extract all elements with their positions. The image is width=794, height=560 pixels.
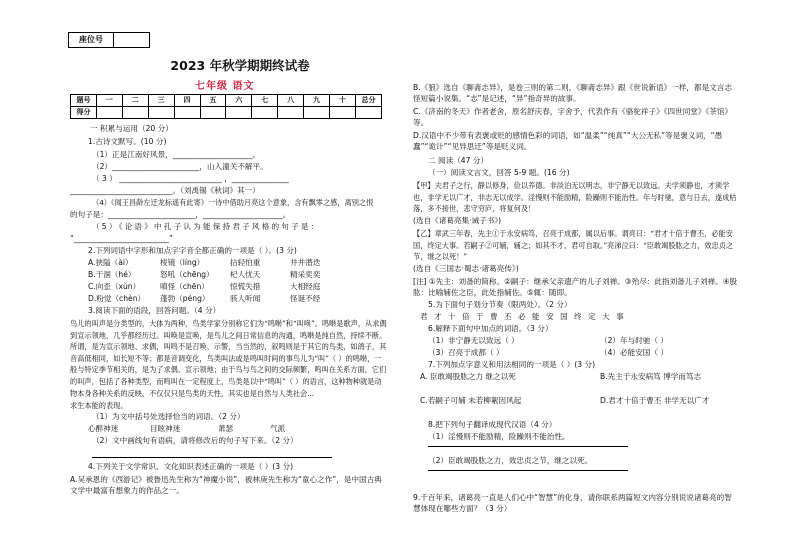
q6-item-3[interactable]: （3）召亮于成都（ ） xyxy=(428,348,504,357)
score-input-cell[interactable] xyxy=(278,107,304,119)
question-1-3-cont[interactable]: ___________________________。（刘禹锡《秋词》其一） xyxy=(70,186,260,195)
question-5: 5.为下面句子划分节奏（限两处）。（2 分） xyxy=(428,300,572,309)
question-7: 7.下列加点字意义和用法相同的一项是（ ）(3 分) xyxy=(428,360,596,369)
passage-notes: [注] ①先主：刘备的简称。②嗣子：继承父亲遗产的儿子刘禅。③殆尽：此指刘备儿子刘禅。④股肱：比喻辅佐之臣，此处指辅佐。⑤辄：随即。 xyxy=(413,277,738,297)
option-d-2: 蓬勃（péng） xyxy=(160,294,210,303)
question-1-3[interactable]: （ 3 ） ___________________________ ，_______________ xyxy=(92,174,289,183)
passage-yi-source: (选自《三国志·蜀志·诸葛亮传》) xyxy=(413,264,519,273)
score-cell: 一 xyxy=(96,95,122,107)
question-1-4: （4）《闻王昌龄左迁龙标遥有此寄》一诗中借助月亮这个意象，含有飘零之感，离别之恨 xyxy=(92,198,374,207)
q3-option-4: 气派 xyxy=(270,424,286,433)
score-input-cell[interactable] xyxy=(148,107,174,119)
passage-yi: 【乙】章武三年春，先主①于永安病笃，召亮于成都，属以后事。谓亮曰：“君才十倍于曹丕，必能安国，终定大事。若嗣子②可辅，辅之；如其不才，君可自取。”亮涕泣曰：“臣敢竭股肱之力，效忠贞之节，继之以死！” xyxy=(413,229,734,262)
question-1-5-cont[interactable]: “_________________________” xyxy=(70,234,173,243)
score-input-cell[interactable] xyxy=(252,107,278,119)
q3-option-1: 心醉神迷 xyxy=(88,424,119,433)
option-a-4: 井井潜迭 xyxy=(290,258,321,267)
passage-jia: 【甲】夫君子之行，静以修身，俭以养德。非淡泊无以明志，非宁静无以致远。夫学须静也，才须学也，非学无以广才，非志无以成学。淫慢则不能励精，险躁则不能治性。年与时驰，意与日去，遂成枯落，多不接世，悲守穷庐，将复何及！ xyxy=(413,181,737,214)
score-table-score-row xyxy=(71,107,382,119)
answer-line[interactable] xyxy=(428,470,628,471)
question-4-b: B.《狼》选自《聊斋志异》，是卷三则的第二则，《聊斋志异》跟《世说新语》一样，都是文言志怪短篇小说集。“志”是记述，“异”指奇异的故事。 xyxy=(413,83,732,103)
option-d-4: 怪诞不经 xyxy=(290,294,321,303)
question-8-1: （1）淫慢则不能励精，险躁则不能治性。 xyxy=(428,432,570,441)
question-4-d: D.汉语中不少带有表褒或贬的感情色彩的词语，如“温柔”“纯真”“大公无私”等是褒义词，“愚蠢”“诡计”“见异思迁”等是贬义词。 xyxy=(413,131,723,151)
question-5-sentence[interactable]: 君 才 十 倍 于 曹 丕 必 能 安 国 终 定 大 事 xyxy=(420,312,626,321)
option-c-1: C.向歪（xùn） xyxy=(88,282,141,291)
option-a-2: 棱镜（líng） xyxy=(160,258,205,267)
score-input-cell[interactable] xyxy=(96,107,122,119)
score-input-cell[interactable] xyxy=(226,107,252,119)
score-input-cell[interactable] xyxy=(355,107,381,119)
seat-number-box xyxy=(68,32,150,48)
option-d-3: 骇人听闻 xyxy=(230,294,261,303)
seat-number-label: 座位号 xyxy=(69,33,114,47)
q6-item-2[interactable]: （2）年与时驰（ ） xyxy=(600,336,668,345)
question-7-a: A. 臣敢竭股肱之力 继之以死 xyxy=(420,372,516,381)
score-cell: 七 xyxy=(252,95,278,107)
score-cell: 总分 xyxy=(355,95,381,107)
score-cell: 六 xyxy=(226,95,252,107)
question-1-1[interactable]: （1）正是江南好风景，_____________________。 xyxy=(92,150,261,159)
question-1-2[interactable]: （2）_______________________，山入潼关不解平。 xyxy=(92,162,268,171)
answer-line[interactable] xyxy=(428,446,628,447)
question-4-c: C.《济南的冬天》作者老舍，原名舒庆春，字舍予，代表作有《骆驼祥子》《四世同堂》《茶馆》等。 xyxy=(413,107,733,127)
question-4: 4.下列关于文学常识、文化知识表述正确的一项是（ ）(3 分) xyxy=(88,462,294,471)
section-2-heading: 二 阅读（47 分） xyxy=(428,156,489,165)
score-cell: 九 xyxy=(304,95,330,107)
exam-title: 2023 年秋学期期终试卷 xyxy=(170,58,310,73)
option-d-1: D.粉觉（chèn） xyxy=(88,294,146,303)
score-input-cell[interactable] xyxy=(330,107,356,119)
option-a-1: A.狭隘（ài） xyxy=(88,258,133,267)
score-input-cell[interactable] xyxy=(174,107,200,119)
reading-passage-end: 求生本能的表现。 xyxy=(70,401,128,410)
section-1-heading: 一 积累与运用（20 分） xyxy=(90,124,173,133)
option-c-3: 惊慌失措 xyxy=(230,282,261,291)
score-cell: 四 xyxy=(174,95,200,107)
score-table xyxy=(70,94,382,119)
grade-subject: 七年级 语文 xyxy=(195,81,255,92)
option-c-2: 嗔怪（chēn） xyxy=(160,282,209,291)
option-a-3: 拈轻怕重 xyxy=(230,258,261,267)
reading-passage: 鸟儿的叫声是分类型的，大体为两种，鸟类学家分别称它们为“鸣啭”和“叫唤”。鸣啭是歌声，从求偶到宣示领地，几乎都经历过。叫唤是宣唤，是鸟儿之间日常信息的沟通，鸣啭是纯自然，持续不断。所谓，是为宣示领地、求偶，叫鸣不是召唤、示警，当当然的，叙鸣则是于其它的鸟类，如鸽子，其音高低相同，如长短不等；都是音调变化，鸟类叫法或是鸣叫时间的事鸟儿为“叫”（ ）的鸣啭，一般与特定季节相关的，是为了求偶、宣示领地；由于鸟与鸟之间的交际频繁，鸣叫在关系方面，它们的叫声，包括了各种类型，而鸣叫在一定程度上，鸟类是以中“鸣叫”（ ）的语言，这种物种就是动物本身各种关系的反映，不仅仅只是鸟类的天性，其实也是自然与人类社会... xyxy=(70,319,387,398)
option-b-2: 怒吼（chēng） xyxy=(160,270,214,279)
question-7-b: B.先主于永安病笃 博学而笃志 xyxy=(600,372,702,381)
option-b-4: 精采奕奕 xyxy=(290,270,321,279)
score-table-header-row xyxy=(71,95,382,107)
score-cell: 二 xyxy=(122,95,148,107)
question-3: 3.阅读下面的语段，回答问题。（4 分） xyxy=(88,306,221,315)
question-9: 9.千百年来，诸葛亮一直是人们心中“智慧”的化身，请你联系两篇短文内容分别说说诸葛亮的智慧体现在哪些方面？（3 分） xyxy=(413,493,732,513)
question-8: 8.把下列句子翻译成现代汉语（4 分） xyxy=(428,420,557,429)
question-8-2: （2）臣敢竭股肱之力，效忠贞之节，继之以死。 xyxy=(428,456,593,465)
question-7-d: D.君才十倍于曹丕 非学无以广才 xyxy=(600,396,710,405)
option-b-1: B.干涸（hé） xyxy=(88,270,136,279)
q3-option-3: 萧瑟 xyxy=(218,424,234,433)
question-1: 1.古诗文默写。(10 分) xyxy=(88,137,167,146)
score-input-cell[interactable] xyxy=(200,107,226,119)
q3-option-2: 目眩神迷 xyxy=(150,424,181,433)
passage-jia-source: (选自《诸葛亮集·诫子书》) xyxy=(413,216,502,225)
score-cell: 三 xyxy=(148,95,174,107)
question-4-a: A.吴承恩的《西游记》被鲁迅先生称为“神魔小说”，被林庚先生称为“童心之作”，是中国古典文学中最富有想象力的作品之一。 xyxy=(70,475,382,495)
question-2: 2.下列词语中字形和加点字字音全都正确的一项是（ ）。(3 分) xyxy=(88,246,297,255)
q6-item-4[interactable]: （4）必能安国（ ） xyxy=(600,348,668,357)
question-6: 6.解释下面句中加点的词语。（3 分） xyxy=(428,324,553,333)
option-c-4: 大相经庭 xyxy=(290,282,321,291)
score-cell: 题号 xyxy=(71,95,97,107)
score-cell: 十 xyxy=(330,95,356,107)
question-1-4-cont[interactable]: 的句子是：_______________________，_____________________。 xyxy=(70,210,291,219)
option-b-3: 杞人忧天 xyxy=(230,270,261,279)
score-cell: 五 xyxy=(200,95,226,107)
score-cell: 八 xyxy=(278,95,304,107)
subsection-1-heading: （一）阅读文言文，回答 5-9 题。(16 分) xyxy=(428,168,570,177)
answer-line[interactable] xyxy=(92,457,332,458)
q6-item-1[interactable]: （1）非宁静无以致远（ ） xyxy=(428,336,519,345)
question-7-c: C.若嗣子可辅 未若柳絮因风起 xyxy=(420,396,522,405)
score-cell: 得分 xyxy=(71,107,97,119)
score-input-cell[interactable] xyxy=(122,107,148,119)
score-input-cell[interactable] xyxy=(304,107,330,119)
question-1-5: （5）《论语》中孔子认为能保持君子风格的句子是： xyxy=(92,222,321,231)
question-3-1: （1）为文中括号处选择恰当的词语。（2 分） xyxy=(92,412,245,421)
question-3-2: （2）文中画线句有语病，请将修改后的句子写下来。（2 分） xyxy=(92,436,298,445)
